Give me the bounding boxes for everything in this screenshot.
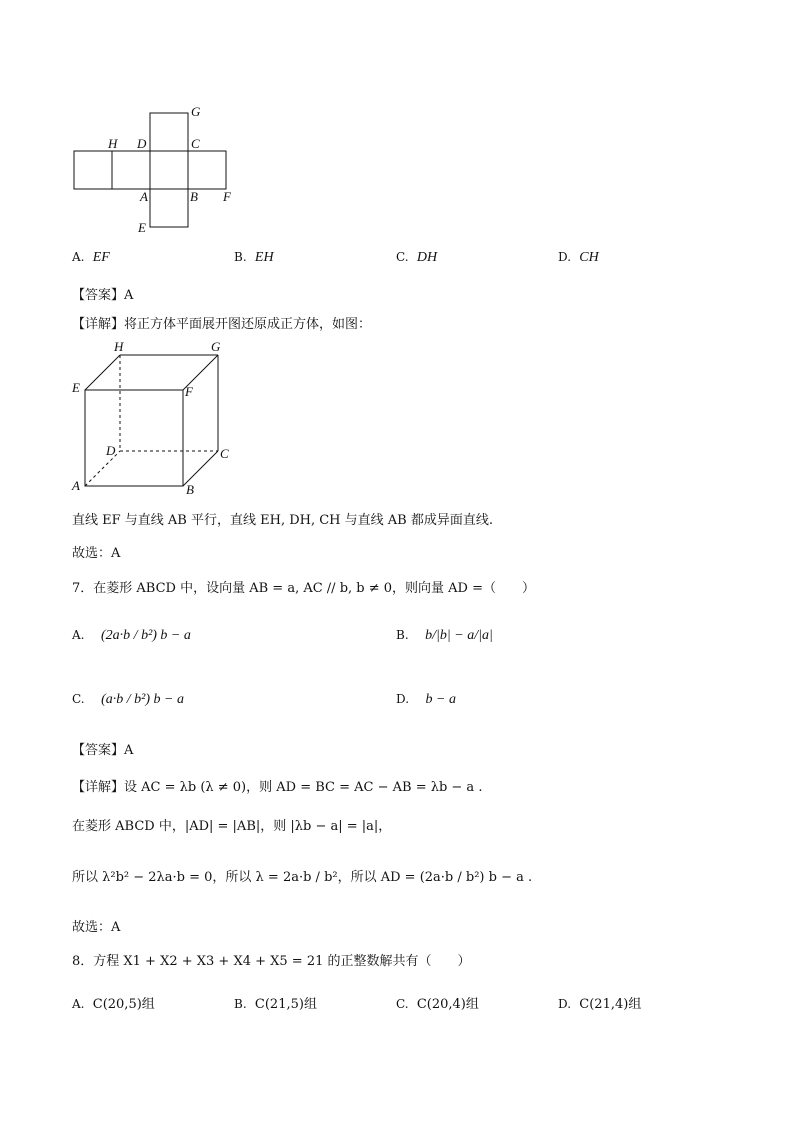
cube-label-a: A <box>72 478 80 493</box>
net-label-b: B <box>190 189 198 204</box>
q6-conclusion: 直线 EF 与直线 AB 平行，直线 EH, DH, CH 与直线 AB 都成异面直线. <box>72 513 493 528</box>
net-label-h: H <box>108 136 118 151</box>
cube-label-g: G <box>211 339 221 354</box>
cube-label-e: E <box>72 380 80 395</box>
net-label-d: D <box>137 136 147 151</box>
q7-stem: 7．在菱形 ABCD 中，设向量 AB = a, AC // b, b ≠ 0，则向量 AD =（ ） <box>72 581 535 596</box>
q6-option-c: C. DH <box>396 250 438 265</box>
q7-option-d: D. b − a <box>396 692 456 707</box>
cube-label-f: F <box>185 384 193 399</box>
q8-stem: 8．方程 X1 + X2 + X3 + X4 + X5 = 21 的正整数解共有（ ） <box>72 954 471 969</box>
q8-option-c: C. C(20,4)组 <box>396 997 479 1012</box>
q7-option-a: A. (2a·b / b²) b − a <box>72 628 191 643</box>
q8-option-b: B. C(21,5)组 <box>234 997 317 1012</box>
net-label-a: A <box>140 189 148 204</box>
cube-label-h: H <box>114 339 124 354</box>
q7-choice: 故选：A <box>72 920 121 935</box>
q6-choice: 故选：A <box>72 546 121 561</box>
net-label-c: C <box>191 136 200 151</box>
q6-detail: 【详解】将正方体平面展开图还原成正方体，如图： <box>72 317 372 332</box>
net-label-f: F <box>223 189 231 204</box>
cube-label-c: C <box>220 446 229 461</box>
cube-figure <box>68 338 248 500</box>
cube-net-figure <box>60 100 260 240</box>
q7-detail-line3: 所以 λ²b² − 2λa·b = 0，所以 λ = 2a·b / b²，所以 AD = (2a·b / b²) b − a . <box>72 870 533 885</box>
q7-option-c: C. (a·b / b²) b − a <box>72 692 184 707</box>
net-label-e: E <box>138 220 146 235</box>
q8-option-a: A. C(20,5)组 <box>72 997 155 1012</box>
q6-option-b: B. EH <box>234 250 274 265</box>
q7-answer: 【答案】A <box>72 743 134 758</box>
q6-option-d: D. CH <box>558 250 599 265</box>
q7-option-b: B. b/|b| − a/|a| <box>396 628 493 643</box>
q7-detail-line2: 在菱形 ABCD 中，|AD| = |AB|，则 |λb − a| = |a|， <box>72 819 392 834</box>
cube-label-b: B <box>186 482 194 497</box>
q8-option-d: D. C(21,4)组 <box>558 997 642 1012</box>
cube-label-d: D <box>106 443 116 458</box>
q6-option-a: A. EF <box>72 250 110 265</box>
net-label-g: G <box>191 104 201 119</box>
q7-detail-line1: 【详解】设 AC = λb (λ ≠ 0)，则 AD = BC = AC − AB = λb − a . <box>72 780 483 795</box>
q6-answer: 【答案】A <box>72 288 134 303</box>
